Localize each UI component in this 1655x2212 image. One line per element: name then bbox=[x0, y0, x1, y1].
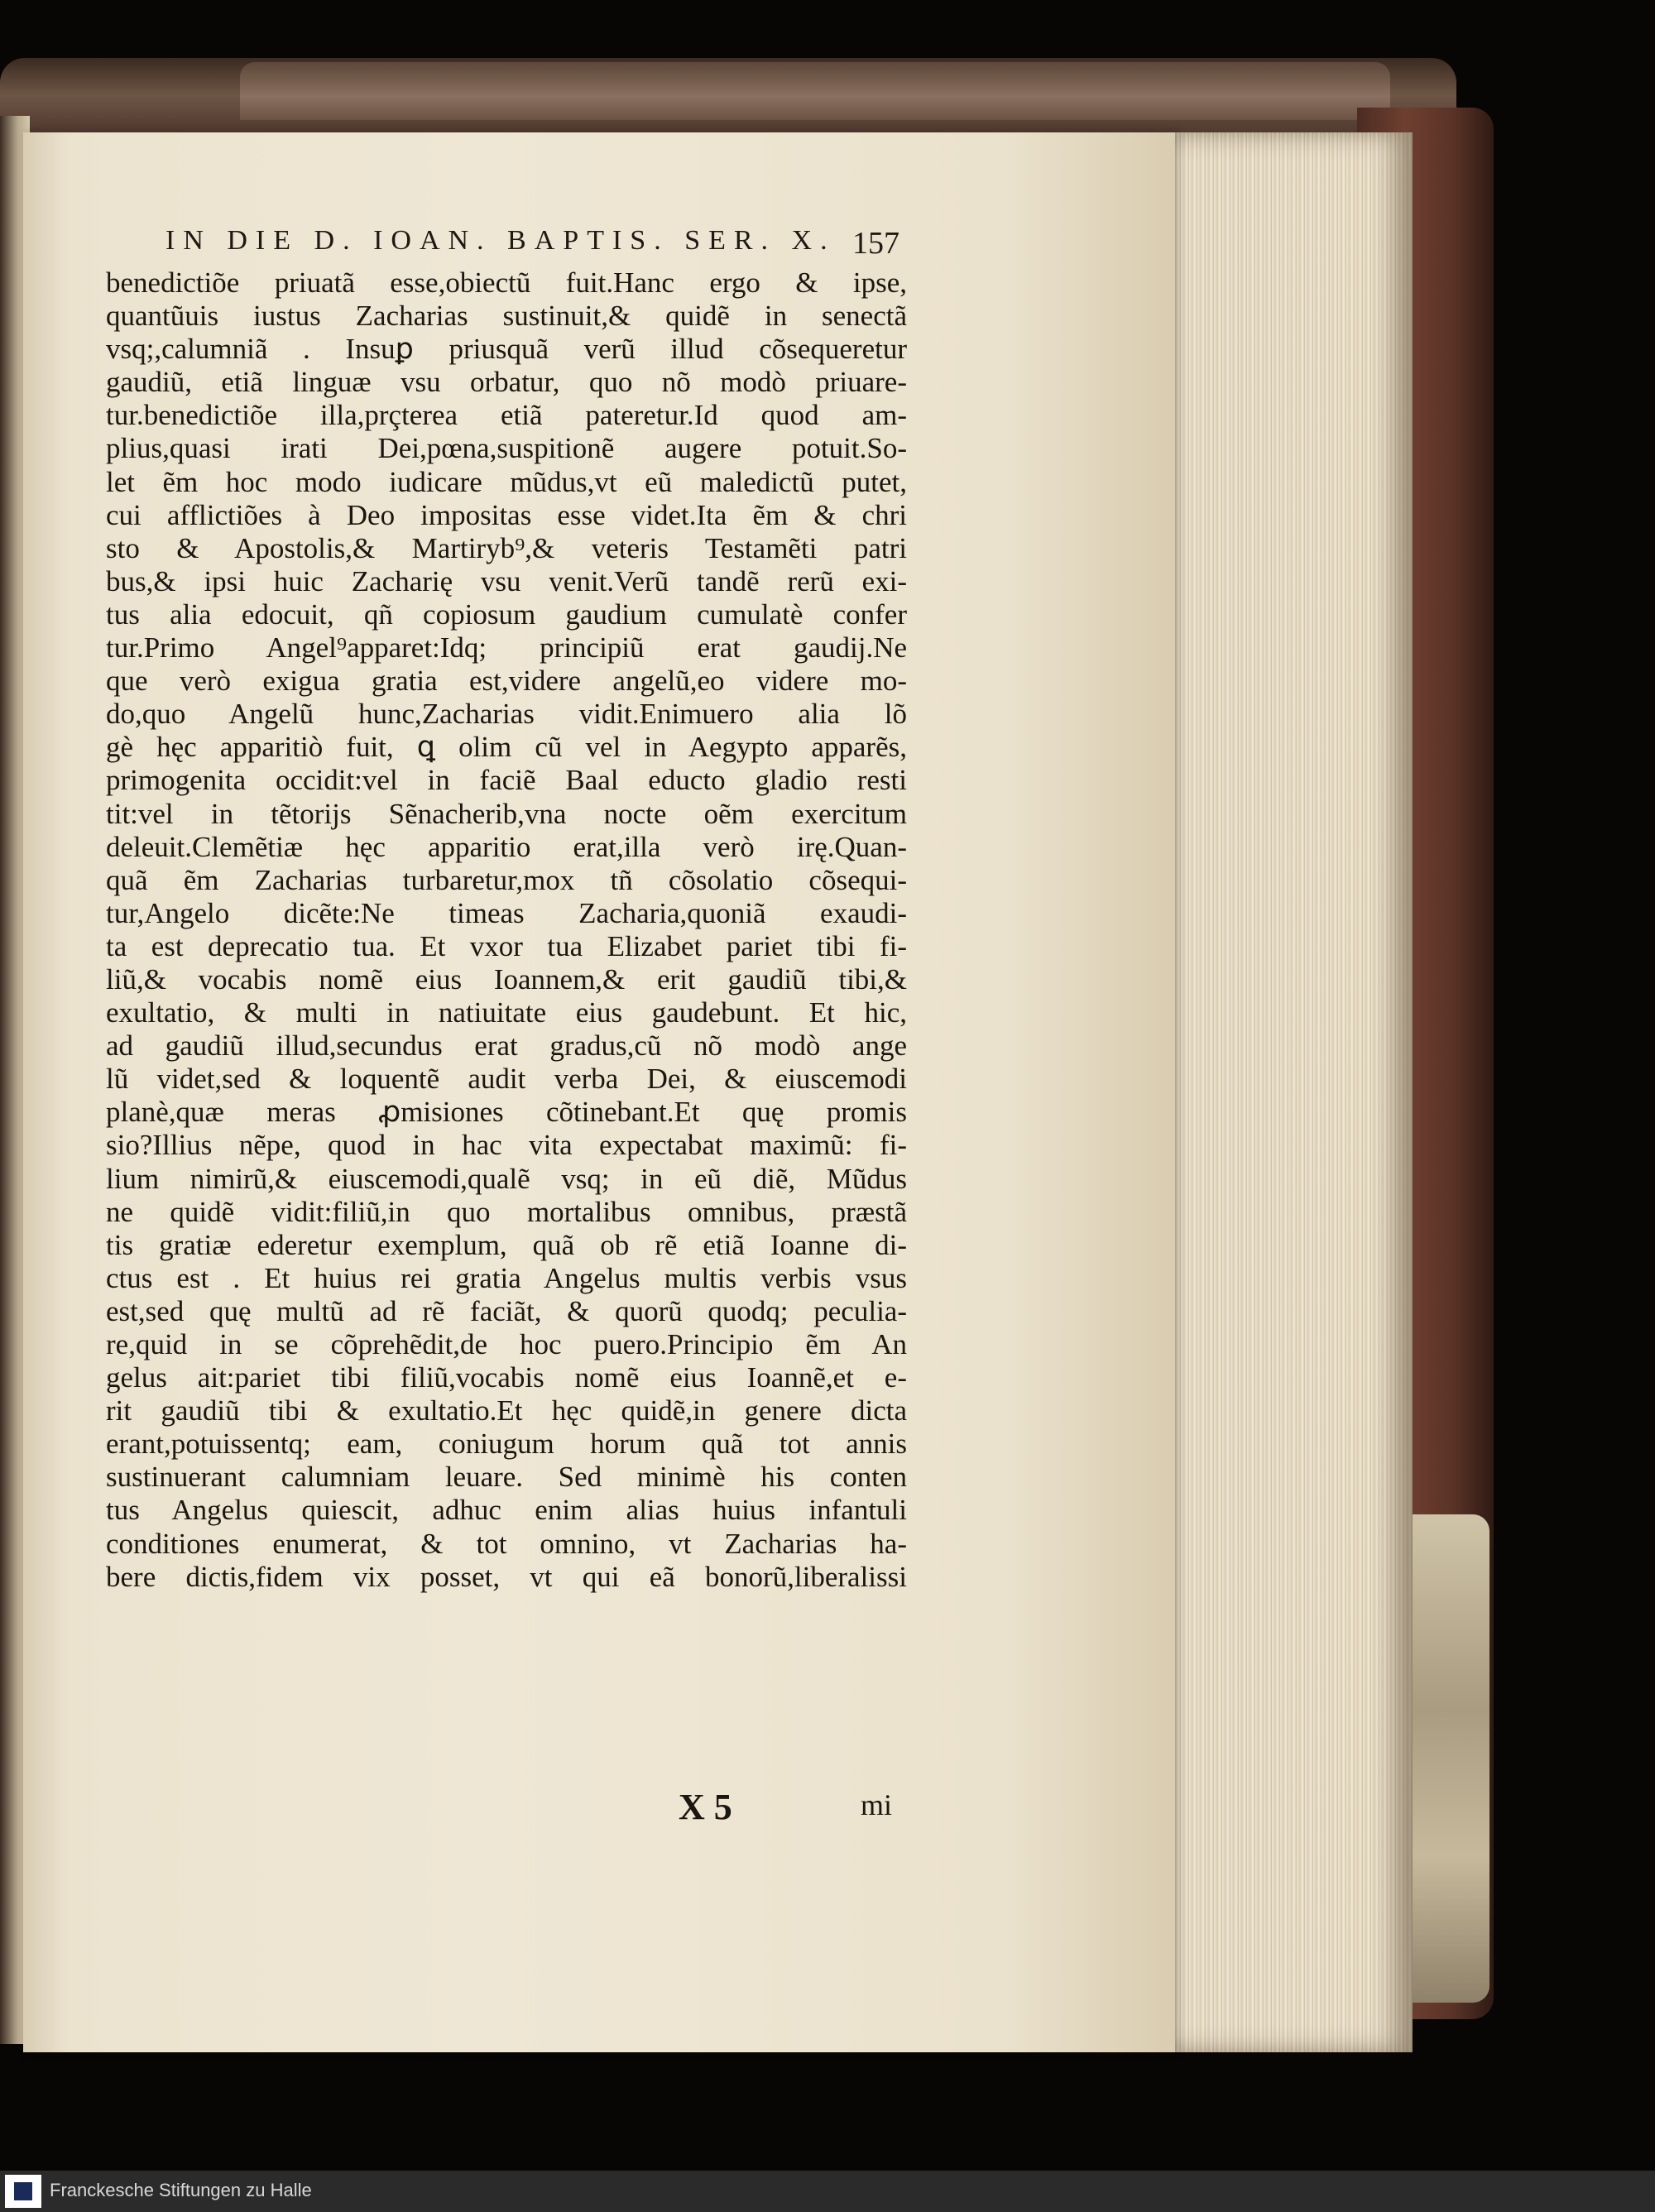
text-line: deleuit.Clemẽtiæ hęc apparitio erat,illa verò irę.Quan- bbox=[106, 830, 907, 863]
text-line: sio?Illius nẽpe, quod in hac vita expectabat maximũ: fi- bbox=[106, 1129, 907, 1162]
text-line: ctus est . Et huius rei gratia Angelus multis verbis vsus bbox=[106, 1261, 907, 1294]
text-line: rit gaudiũ tibi & exultatio.Et hęc quidẽ,in genere dicta bbox=[106, 1394, 907, 1427]
text-line: bere dictis,fidem vix posset, vt qui eã bonorũ,liberalissi bbox=[106, 1560, 907, 1593]
text-line: tis gratiæ ederetur exemplum, quã ob rẽ etiã Ioanne di- bbox=[106, 1228, 907, 1261]
text-line: exultatio, & multi in natiuitate eius gaudebunt. Et hic, bbox=[106, 996, 907, 1029]
text-line: sustinuerant calumniam leuare. Sed minimè his conten bbox=[106, 1461, 907, 1494]
text-line: lium nimirũ,& eiuscemodi,qualẽ vsq; in eũ diẽ, Mũdus bbox=[106, 1162, 907, 1195]
text-line: plius,quasi irati Dei,pœna,suspitionẽ augere potuit.So- bbox=[106, 432, 907, 465]
text-line: tus Angelus quiescit, adhuc enim alias huius infantuli bbox=[106, 1494, 907, 1527]
signature-mark: X 5 bbox=[679, 1787, 732, 1827]
text-line: tur.benedictiõe illa,prçterea etiã pateretur.Id quod am- bbox=[106, 399, 907, 432]
text-line: tit:vel in tẽtorijs Sẽnacherib,vna nocte oẽm exercitum bbox=[106, 797, 907, 830]
text-line: gè hęc apparitiò fuit, ꝗ olim cũ vel in Aegypto apparẽs, bbox=[106, 731, 907, 764]
text-line: benedictiõe priuatã esse,obiectũ fuit.Hanc ergo & ipse, bbox=[106, 266, 907, 299]
text-line: planè,quæ meras ꝓmisiones cõtinebant.Et quę promis bbox=[106, 1096, 907, 1129]
text-line: re,quid in se cõprehẽdit,de hoc puero.Principio ẽm An bbox=[106, 1328, 907, 1360]
institution-logo-icon bbox=[5, 2175, 41, 2208]
running-head: IN DIE D. IOAN. BAPTIS. SER. X. bbox=[166, 225, 836, 256]
text-line: bus,& ipsi huic Zacharię vsu venit.Verũ tandẽ rerũ exi- bbox=[106, 564, 907, 597]
text-line: gaudiũ, etiã linguæ vsu orbatur, quo nõ modò priuare- bbox=[106, 366, 907, 399]
text-line: lũ videt,sed & loquentẽ audit verba Dei, & eiuscemodi bbox=[106, 1063, 907, 1096]
text-line: ad gaudiũ illud,secundus erat gradus,cũ nõ modò ange bbox=[106, 1029, 907, 1063]
text-line: que verò exigua gratia est,videre angelũ,eo videre mo- bbox=[106, 665, 907, 698]
book-top-lip bbox=[240, 62, 1390, 120]
text-line: ne quidẽ vidit:filiũ,in quo mortalibus omnibus, præstã bbox=[106, 1195, 907, 1228]
text-line: gelus ait:pariet tibi filiũ,vocabis nomẽ eius Ioannẽ,et e- bbox=[106, 1361, 907, 1394]
text-line: quã ẽm Zacharias turbaretur,mox tñ cõsolatio cõsequi- bbox=[106, 863, 907, 896]
text-line: quantũuis iustus Zacharias sustinuit,& quidẽ in senectã bbox=[106, 300, 907, 333]
text-block bbox=[106, 266, 907, 1594]
text-line: conditiones enumerat, & tot omnino, vt Zacharias ha- bbox=[106, 1527, 907, 1560]
text-line: erant,potuissentq; eam, coniugum horum quã tot annis bbox=[106, 1427, 907, 1461]
text-line: do,quo Angelũ hunc,Zacharias vidit.Enimuero alia lõ bbox=[106, 698, 907, 731]
fore-edge bbox=[1163, 132, 1413, 2052]
text-line: tur,Angelo dicẽte:Ne timeas Zacharia,quoniã exaudi- bbox=[106, 896, 907, 929]
page-number: 157 bbox=[852, 226, 899, 261]
text-line: tus alia edocuit, qñ copiosum gaudium cumulatè confer bbox=[106, 597, 907, 631]
catchword: mi bbox=[861, 1788, 893, 1821]
text-line: cui afflictiões à Deo impositas esse videt.Ita ẽm & chri bbox=[106, 498, 907, 531]
text-line: liũ,& vocabis nomẽ eius Ioannem,& erit gaudiũ tibi,& bbox=[106, 962, 907, 996]
text-line: let ẽm hoc modo iudicare mũdus,vt eũ maledictũ putet, bbox=[106, 465, 907, 498]
text-line: ta est deprecatio tua. Et vxor tua Elizabet pariet tibi fi- bbox=[106, 929, 907, 962]
institution-credit: Franckesche Stiftungen zu Halle bbox=[50, 2180, 312, 2200]
text-line: tur.Primo Angel⁹apparet:Idq; principiũ erat gaudij.Ne bbox=[106, 631, 907, 665]
text-line: primogenita occidit:vel in faciẽ Baal educto gladio resti bbox=[106, 764, 907, 797]
text-line: est,sed quę multũ ad rẽ faciãt, & quorũ quodq; peculia- bbox=[106, 1294, 907, 1327]
text-line: vsq;,calumniã . Insuꝑ priusquã verũ illud cõsequeretur bbox=[106, 333, 907, 366]
text-line: sto & Apostolis,& Martiryb⁹,& veteris Testamẽti patri bbox=[106, 531, 907, 564]
